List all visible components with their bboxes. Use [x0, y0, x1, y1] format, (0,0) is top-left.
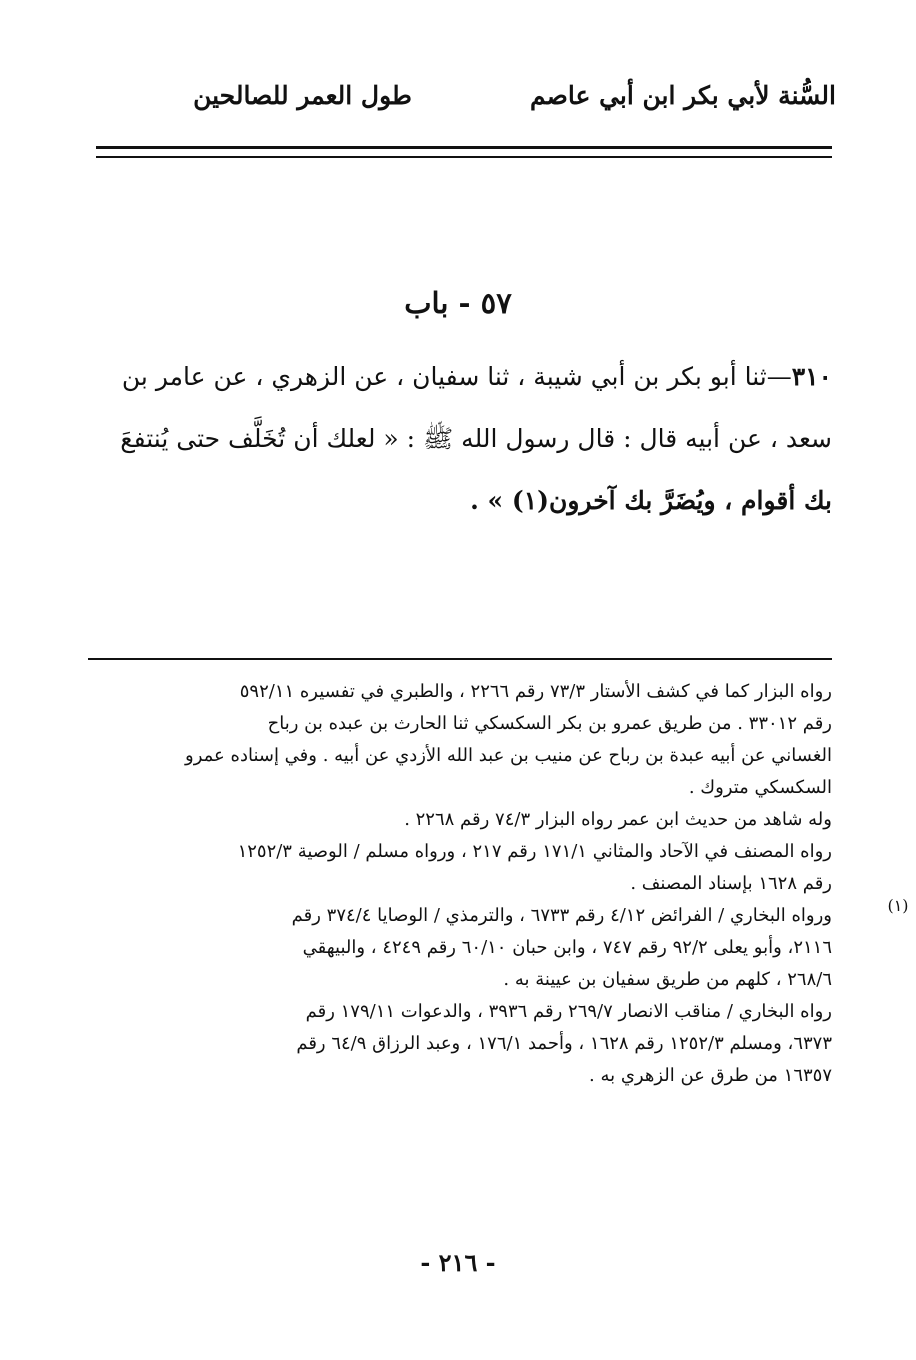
chapter-heading: ٥٧ - باب — [404, 286, 512, 320]
footnote-line: رواه البخاري / مناقب الانصار ٢٦٩/٧ رقم ٣٩٣٦ ، والدعوات ١٧٩/١١ رقم — [305, 1001, 832, 1022]
footnote-line: رقم ٣٣٠١٢ . من طريق عمرو بن بكر السكسكي ثنا الحارث بن عبده بن رباح — [267, 713, 832, 734]
hadith-line: سعد ، عن أبيه قال : قال رسول الله ﷺ : « لعلك أن تُخَلَّف حتى يُنتفعَ — [120, 424, 832, 453]
footnote-line: السكسكي متروك . — [688, 777, 832, 798]
footnote-line: ٢١١٦، وأبو يعلى ٩٢/٢ رقم ٧٤٧ ، وابن حبان ٦٠/١٠ رقم ٤٢٤٩ ، والبيهقي — [302, 937, 832, 958]
footnote-line: وله شاهد من حديث ابن عمر رواه البزار ٧٤/٣ رقم ٢٢٦٨ . — [404, 809, 832, 830]
footnote-separator — [88, 658, 832, 660]
header-rule-thick — [96, 146, 832, 149]
footnote-line: ١٦٣٥٧ من طرق عن الزهري به . — [589, 1065, 832, 1086]
footnote-line: ورواه البخاري / الفرائض ٤/١٢ رقم ٦٧٣٣ ، والترمذي / الوصايا ٣٧٤/٤ رقم — [291, 905, 832, 926]
footnote-line: رواه المصنف في الآحاد والمثاني ١٧١/١ رقم ٢١٧ ، ورواه مسلم / الوصية ١٢٥٢/٣ — [237, 841, 832, 862]
footnote-line: رقم ١٦٢٨ بإسناد المصنف . — [630, 873, 832, 894]
hadith-text — [82, 346, 832, 532]
footnote-line: رواه البزار كما في كشف الأستار ٧٣/٣ رقم ٢٢٦٦ ، والطبري في تفسيره ٥٩٢/١١ — [239, 681, 832, 702]
hadith-line: بك أقوام ، ويُضَرَّ بك آخرون(١) » . — [470, 486, 832, 515]
book-title: السُّنة لأبي بكر ابن أبي عاصم — [529, 81, 836, 110]
footnote-marker: (١) — [887, 896, 909, 915]
footnote-line: ٦٣٧٣، ومسلم ١٢٥٢/٣ رقم ١٦٢٨ ، وأحمد ١٧٦/١ ، وعبد الرزاق ٦٤/٩ رقم — [296, 1033, 832, 1054]
hadith-number: ٣١٠ — [791, 362, 832, 391]
hadith-line — [82, 346, 832, 408]
hadith-line-text: —ثنا أبو بكر بن أبي شيبة ، ثنا سفيان ، عن الزهري ، عن عامر بن — [121, 362, 792, 391]
running-chapter-title: طول العمر للصالحين — [193, 81, 412, 110]
footnote-line: الغساني عن أبيه عبدة بن رباح عن منيب بن عبد الله الأزدي عن أبيه . وفي إسناده عمرو — [185, 745, 832, 766]
footnote-line: ٢٦٨/٦ ، كلهم من طريق سفيان بن عيينة به . — [503, 969, 832, 990]
header-rule-thin — [96, 156, 832, 158]
page-number: - ٢١٦ - — [420, 1248, 496, 1277]
footnotes — [84, 676, 832, 1092]
